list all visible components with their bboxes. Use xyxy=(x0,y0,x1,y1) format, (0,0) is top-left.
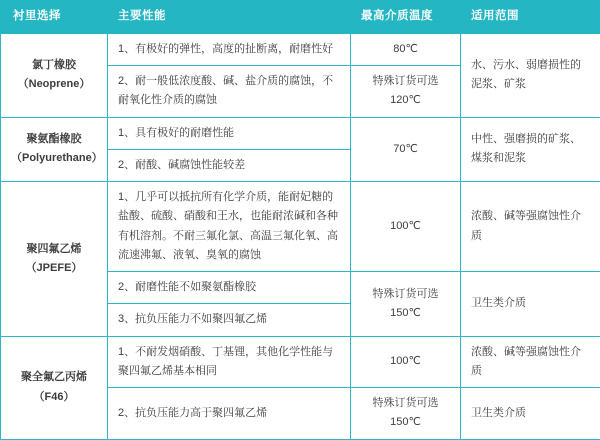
application-range: 浓酸、碱等强腐蚀性介质 xyxy=(461,336,600,388)
feature-text: 1、几乎可以抵抗所有化学介质，能耐妃糖的盐酸、硫酸、硝酸和王水，也能耐浓碱和各种有机溶剂。不耐三氟化氯、高温三氟化氧、高流速沸氟、液氧、臭氧的腐蚀 xyxy=(108,182,351,272)
table-row xyxy=(1,33,600,65)
feature-text: 2、耐一般低浓度酸、碱、盐介质的腐蚀，不耐氧化性介质的腐蚀 xyxy=(108,66,351,118)
max-temp-value xyxy=(351,272,461,337)
lining-name-polyurethane xyxy=(1,117,108,182)
max-temp-value: 100℃ xyxy=(351,182,461,272)
max-temp-value xyxy=(351,388,461,440)
table-body xyxy=(1,33,600,439)
lining-name-cn: 聚氨酯橡胶 xyxy=(27,133,82,145)
application-range: 浓酸、碱等强腐蚀性介质 xyxy=(461,182,600,272)
application-range: 水、污水、弱磨损性的泥浆、矿浆 xyxy=(461,33,600,117)
application-range: 卫生类介质 xyxy=(461,272,600,337)
feature-text: 1、具有极好的耐磨性能 xyxy=(108,117,351,149)
lining-name-jpefe xyxy=(1,182,108,337)
column-header-performance: 主要性能 xyxy=(108,1,351,34)
lining-name-neoprene xyxy=(1,33,108,117)
column-header-max-temp: 最高介质温度 xyxy=(351,1,461,34)
column-header-lining: 衬里选择 xyxy=(1,1,108,34)
lining-name-cn: 氯丁橡胶 xyxy=(32,59,76,71)
max-temp-value: 80℃ xyxy=(351,33,461,65)
max-temp-option-value: 150℃ xyxy=(390,307,421,319)
lining-name-en: （Neoprene） xyxy=(11,75,97,94)
lining-name-en: （Polyurethane） xyxy=(11,149,97,168)
table-row xyxy=(1,336,600,388)
max-temp-option-value: 150℃ xyxy=(390,416,421,428)
table-header-row xyxy=(1,1,600,34)
lining-name-cn: 聚全氟乙丙烯 xyxy=(21,371,87,383)
max-temp-value: 100℃ xyxy=(351,336,461,388)
table-header xyxy=(1,1,600,34)
max-temp-value: 70℃ xyxy=(351,117,461,182)
max-temp-option-value: 120℃ xyxy=(390,94,421,106)
column-header-application: 适用范围 xyxy=(461,1,600,34)
max-temp-option-label: 特殊订货可选 xyxy=(373,397,439,409)
table-row xyxy=(1,182,600,272)
feature-text: 1、不耐发烟硝酸、丁基锂，其他化学性能与聚四氟乙烯基本相同 xyxy=(108,336,351,388)
lining-name-en: （F46） xyxy=(11,388,97,407)
feature-text: 3、抗负压能力不如聚四氟乙烯 xyxy=(108,304,351,336)
lining-name-f46 xyxy=(1,336,108,439)
lining-name-en: （JPEFE） xyxy=(11,259,97,278)
lining-name-cn: 聚四氟乙烯 xyxy=(27,243,82,255)
feature-text: 2、耐酸、碱腐蚀性能较差 xyxy=(108,149,351,181)
max-temp-option-label: 特殊订货可选 xyxy=(373,75,439,87)
application-range: 卫生类介质 xyxy=(461,388,600,440)
table-row xyxy=(1,117,600,149)
application-range: 中性、强磨损的矿浆、煤浆和泥浆 xyxy=(461,117,600,182)
max-temp-option-label: 特殊订货可选 xyxy=(373,288,439,300)
feature-text: 2、耐磨性能不如聚氨酯橡胶 xyxy=(108,272,351,304)
feature-text: 1、有极好的弹性，高度的扯断离，耐磨性好 xyxy=(108,33,351,65)
max-temp-value xyxy=(351,66,461,118)
feature-text: 2、抗负压能力高于聚四氟乙烯 xyxy=(108,388,351,440)
